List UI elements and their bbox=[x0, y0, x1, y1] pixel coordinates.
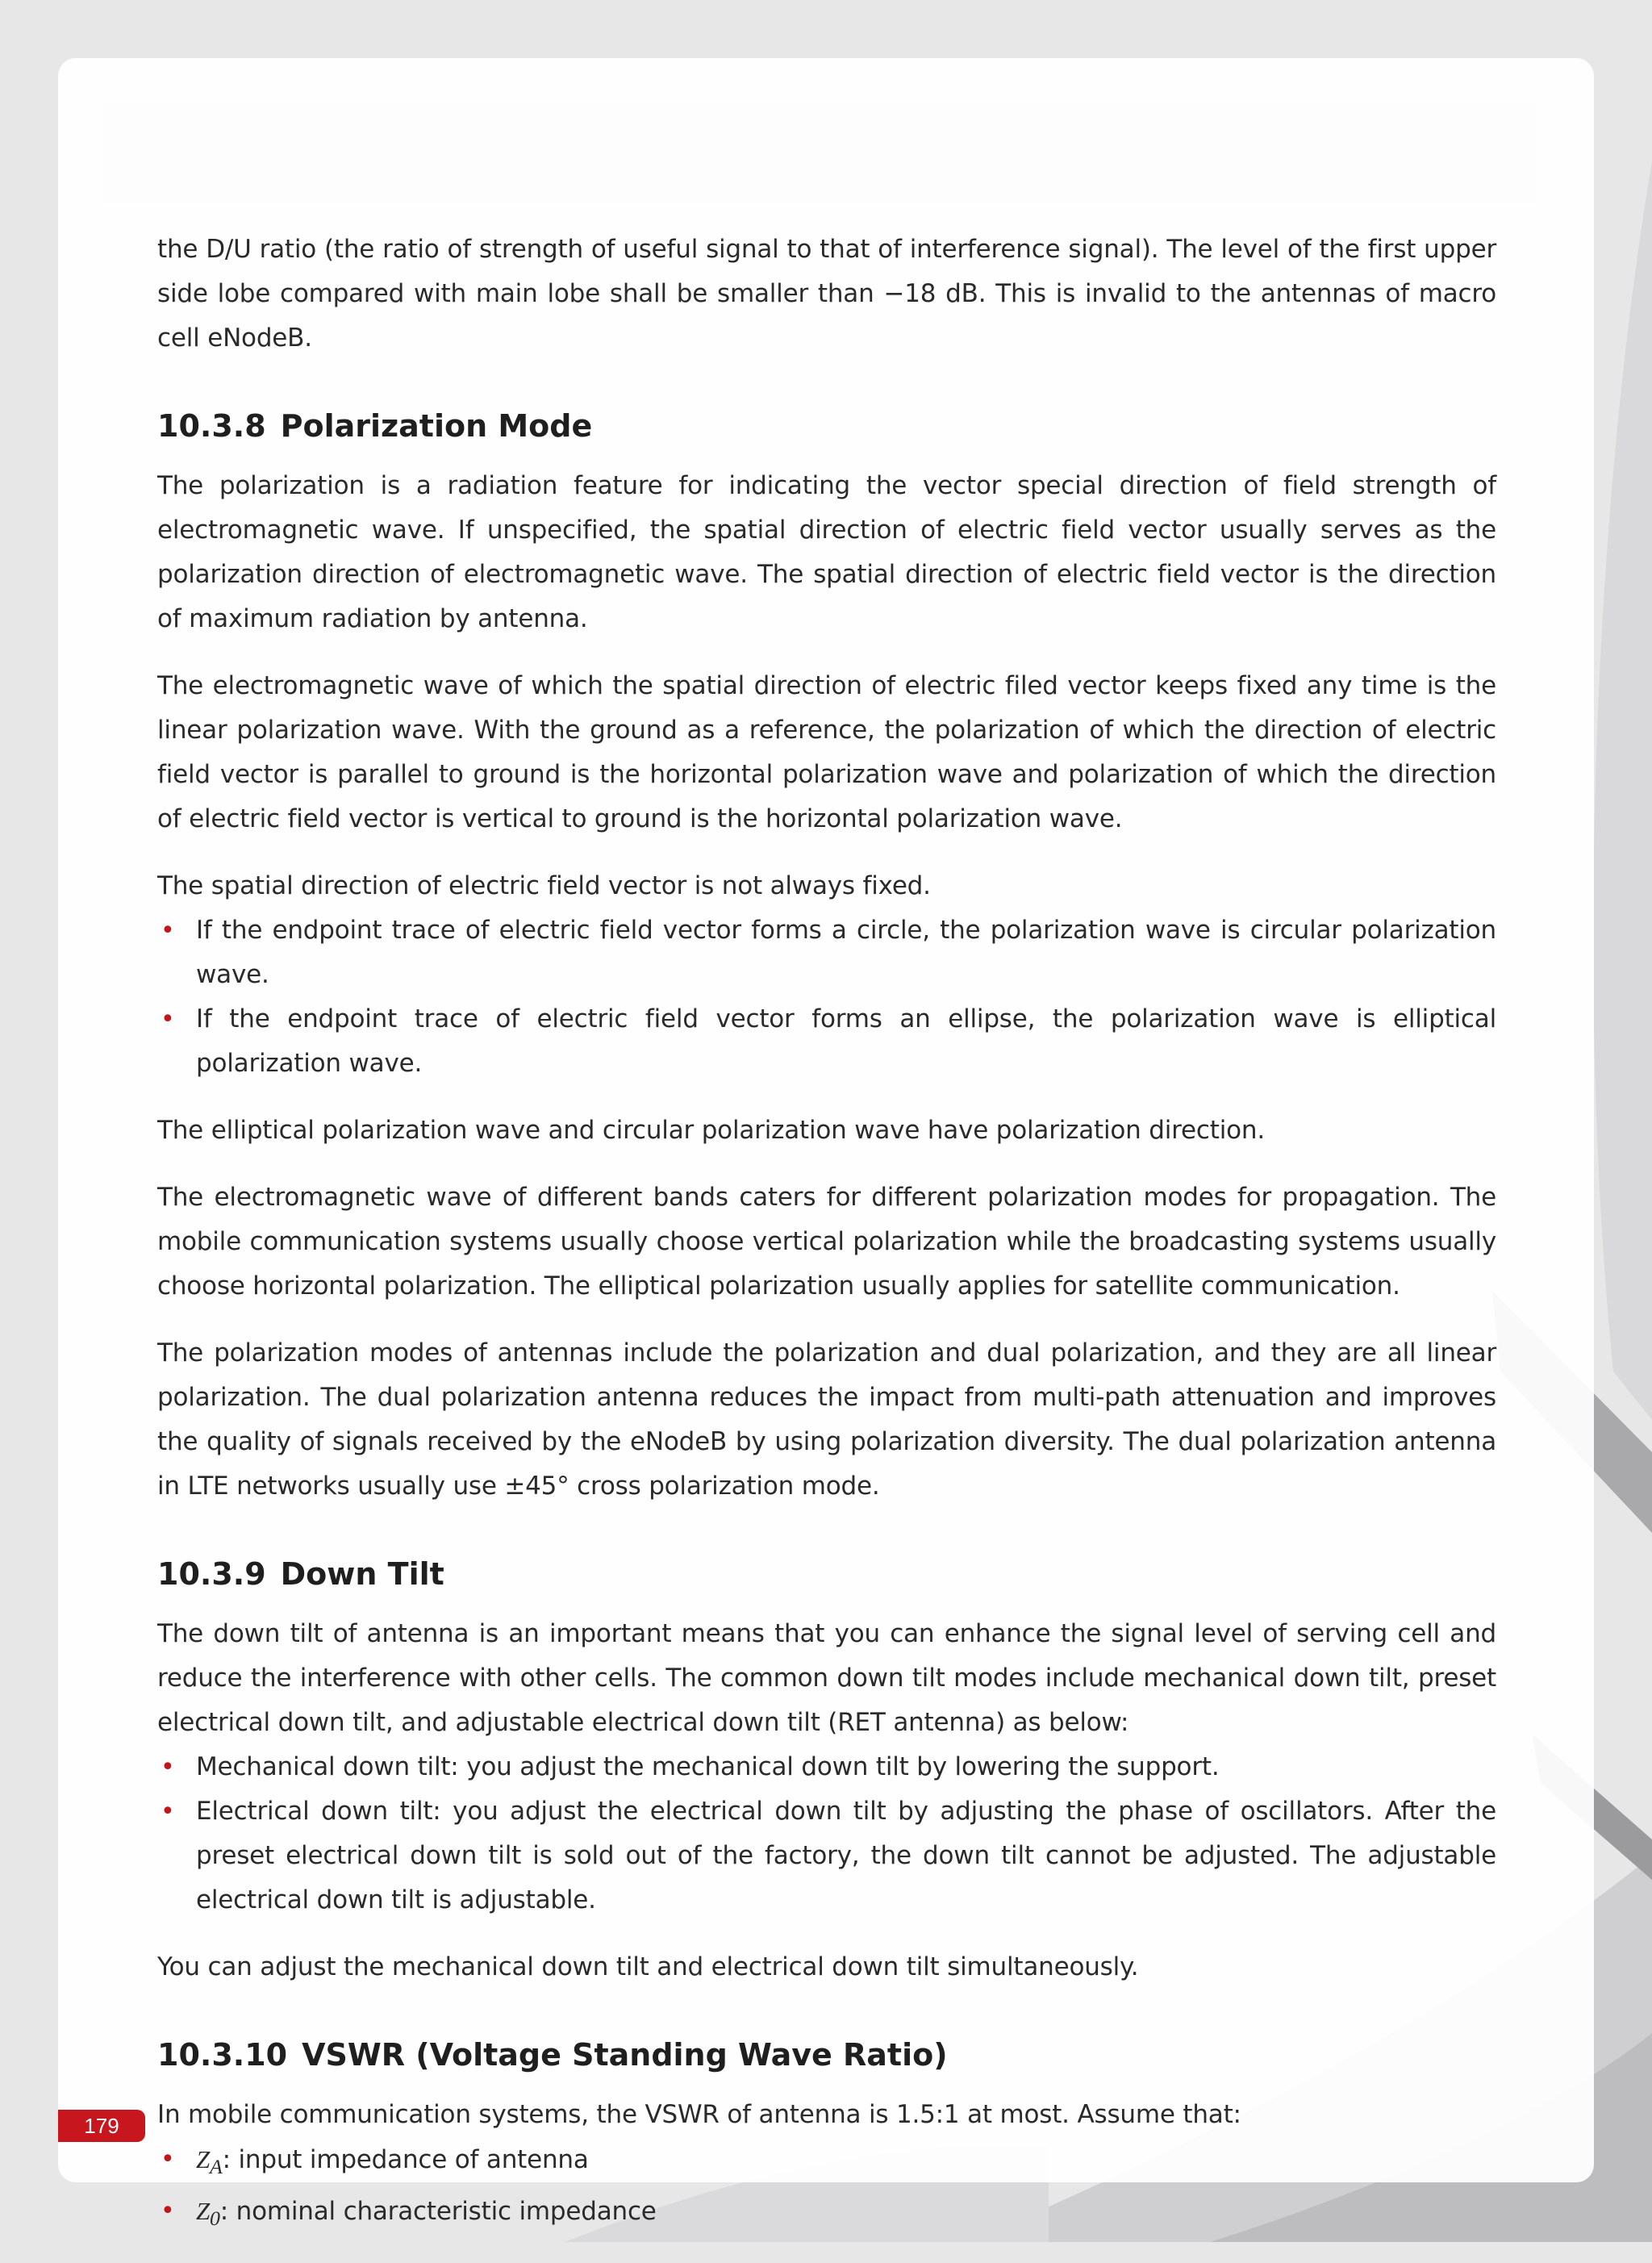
list-item: • $Z_A$: input impedance of antenna bbox=[157, 2137, 1496, 2189]
section-title: Down Tilt bbox=[280, 1556, 444, 1592]
section-heading-vswr bbox=[157, 2035, 1496, 2075]
bullet-icon: • bbox=[161, 2145, 175, 2173]
list-item: • Electrical down tilt: you adjust the electrical down tilt by adjusting the phase of oscillators. After the preset electrical down tilt is sold out of the factory, the down tilt cannot be adjusted. The adjustable electrical down tilt is adjustable. bbox=[157, 1789, 1496, 1923]
list-item: • If the endpoint trace of electric field vector forms an ellipse, the polarization wave is elliptical polarization wave. bbox=[157, 997, 1496, 1086]
bullet-icon: • bbox=[161, 1005, 175, 1033]
section-number: 10.3.8 bbox=[157, 408, 266, 444]
section-heading-polarization-mode bbox=[157, 406, 1496, 446]
down-tilt-bullet-list bbox=[157, 1745, 1496, 1923]
bullet-icon: • bbox=[161, 2197, 175, 2226]
bullet-icon: • bbox=[161, 916, 175, 945]
bullet-icon: • bbox=[161, 1753, 175, 1781]
paragraph: The down tilt of antenna is an important means that you can enhance the signal level of serving cell and reduce the interference with other cells. The common down tilt modes include mechanical down tilt, preset electrical down tilt, and adjustable electrical down tilt (RET antenna) as below: bbox=[157, 1619, 1496, 1737]
paragraph: The electromagnetic wave of different bands caters for different polarization modes for propagation. The mobile communication systems usually choose vertical polarization while the broadcasting systems usually choose horizontal polarization. The elliptical polarization usually applies for satellite communication. bbox=[157, 1183, 1496, 1301]
bullet-icon: • bbox=[161, 1797, 175, 1826]
list-item: • Mechanical down tilt: you adjust the mechanical down tilt by lowering the support. bbox=[157, 1745, 1496, 1789]
paragraph: You can adjust the mechanical down tilt and electrical down tilt simultaneously. bbox=[157, 1952, 1139, 1981]
section-title: VSWR (Voltage Standing Wave Ratio) bbox=[302, 2037, 948, 2073]
paragraph: The polarization modes of antennas include the polarization and dual polarization, and they are all linear polarization. The dual polarization antenna reduces the impact from multi-path attenuation and improves the quality of signals received by the eNodeB by using polarization diversity. The dual polarization antenna in LTE networks usually use ±45° cross polarization mode. bbox=[157, 1338, 1496, 1501]
paragraph: In mobile communication systems, the VSWR of antenna is 1.5:1 at most. Assume that: bbox=[157, 2100, 1241, 2129]
paragraph: The spatial direction of electric field vector is not always fixed. bbox=[157, 871, 931, 900]
paragraph: The polarization is a radiation feature for indicating the vector special direction of field strength of electromagnetic wave. If unspecified, the spatial direction of electric field vector usually serves as the polarization direction of electromagnetic wave. The spatial direction of electric field vector is the direction of maximum radiation by antenna. bbox=[157, 471, 1496, 633]
list-item: • If the endpoint trace of electric field vector forms a circle, the polarization wave is circular polarization wave. bbox=[157, 908, 1496, 997]
section-title: Polarization Mode bbox=[280, 408, 593, 444]
section-number: 10.3.9 bbox=[157, 1556, 266, 1592]
vswr-bullet-list bbox=[157, 2137, 1496, 2240]
section-number: 10.3.10 bbox=[157, 2037, 288, 2073]
intro-paragraph: the D/U ratio (the ratio of strength of useful signal to that of interference signal). The level of the first upper side lobe compared with main lobe shall be smaller than −18 dB. This is invalid to the antennas of macro cell eNodeB. bbox=[157, 235, 1496, 353]
impedance-symbol: $Z_A$ bbox=[196, 2145, 223, 2179]
page-number-badge: 179 bbox=[58, 2110, 145, 2142]
paragraph: The electromagnetic wave of which the spatial direction of electric filed vector keeps fixed any time is the linear polarization wave. With the ground as a reference, the polarization of which the direction of electric field vector is parallel to ground is the horizontal polarization wave and polarization of which the direction of electric field vector is vertical to ground is the horizontal polarization wave. bbox=[157, 671, 1496, 833]
polarization-bullet-list bbox=[157, 908, 1496, 1086]
document-body bbox=[157, 228, 1496, 2263]
list-item: • $Z_0$: nominal characteristic impedance bbox=[157, 2189, 1496, 2240]
section-heading-down-tilt bbox=[157, 1554, 1496, 1594]
paragraph: The elliptical polarization wave and circular polarization wave have polarization direction. bbox=[157, 1116, 1265, 1145]
impedance-symbol: $Z_0$ bbox=[196, 2197, 220, 2231]
